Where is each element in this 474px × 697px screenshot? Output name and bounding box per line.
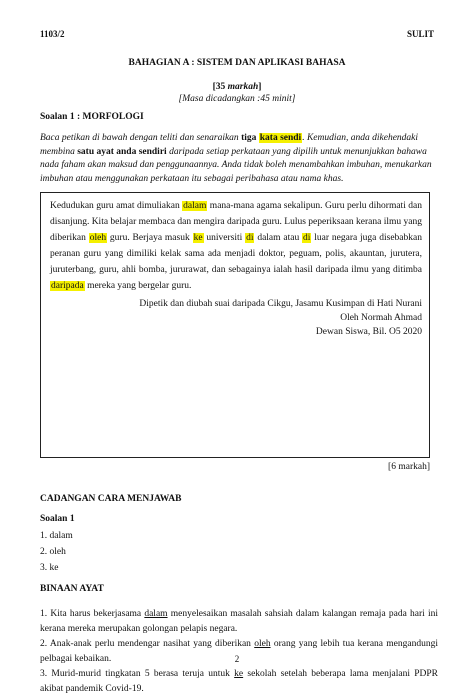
question-instructions: Baca petikan di bawah dengan teliti dan senaraikan tiga kata sendi. Kemudian, anda dikehendaki membina satu ayat anda sendiri daripada setiap perkataan yang dipilih untuk menunjukkan bahawa nada faham akan maksud dan penggunaannya. Anda tidak boleh menambahkan imbuhan, menukarkan imbuhan atau menggunakan perkataan itu sebagai peribahasa atau nama khas.	[40, 133, 432, 184]
total-marks: [35 markah]	[212, 82, 262, 92]
sentence-list	[40, 607, 438, 697]
answer-list	[40, 528, 438, 576]
highlight-word: ke	[193, 233, 203, 243]
answer-item: 1. dalam	[40, 531, 73, 541]
section-title: BAHAGIAN A : SISTEM DAN APLIKASI BAHASA	[128, 58, 346, 68]
highlight-kata-sendi: kata sendi	[259, 133, 302, 143]
suggested-time: [Masa dicadangkan :45 minit]	[178, 94, 296, 104]
answer-item: 2. oleh	[40, 547, 66, 557]
sentence-item: 1. Kita harus bekerjasama dalam menyelesaikan masalah sahsiah dalam kalangan remaja pada hari ini kerana mereka merupakan golongan pelapis negara.	[40, 609, 438, 634]
page-number: 2	[234, 654, 240, 664]
answer-question-label: Soalan 1	[40, 514, 75, 524]
highlight-word: di	[246, 233, 254, 243]
passage-text: Kedudukan guru amat dimuliakan dalam mana-mana agama sekalipun. Guru perlu dihormati dan disanjung. Kita belajar membaca dan mengira daripada guru. Lulus peperiksaan kerana ilmu yang diberikan oleh guru. Berjaya masuk ke universiti di dalam atau di luar negara juga disebabkan peranan guru yang dimiliki kelak sama ada menjadi doktor, peguam, polis, akauntan, jurutera, juruterbang, guru, ahli bomba, jururawat, dan sebagainya ialah hasil daripada ilmu yang ditimba daripada mereka yang bergelar guru.	[50, 201, 422, 291]
sentence-heading: BINAAN AYAT	[40, 584, 104, 594]
sentence-item: 2. Anak-anak perlu mendengar nasihat yang diberikan oleh orang yang lebih tua kerana mengandungi pelbagai kebaikan.	[40, 639, 438, 664]
passage-publication: Dewan Siswa, Bil. O5 2020	[315, 327, 422, 337]
sentence-item: 3. Murid-murid tingkatan 5 berasa teruja untuk ke sekolah setelah beberapa lama menjalani PDPR akibat pandemik Covid-19.	[40, 669, 439, 694]
classification-label: SULIT	[406, 29, 434, 39]
answer-heading: CADANGAN CARA MENJAWAB	[40, 494, 182, 504]
highlight-word: dalam	[183, 201, 207, 211]
highlight-word: di	[303, 233, 311, 243]
highlight-word: daripada	[51, 281, 84, 291]
highlight-word: oleh	[89, 233, 107, 243]
paper-code: 1103/2	[40, 29, 65, 39]
passage-source: Dipetik dan diubah suai daripada Cikgu, Jasamu Kusimpan di Hati Nurani	[139, 299, 422, 309]
answer-item: 3. ke	[40, 563, 59, 573]
passage-box	[40, 192, 430, 458]
question-heading: Soalan 1 : MORFOLOGI	[40, 112, 144, 122]
passage-author: Oleh Normah Ahmad	[340, 313, 422, 323]
question-marks: [6 markah]	[388, 462, 430, 472]
